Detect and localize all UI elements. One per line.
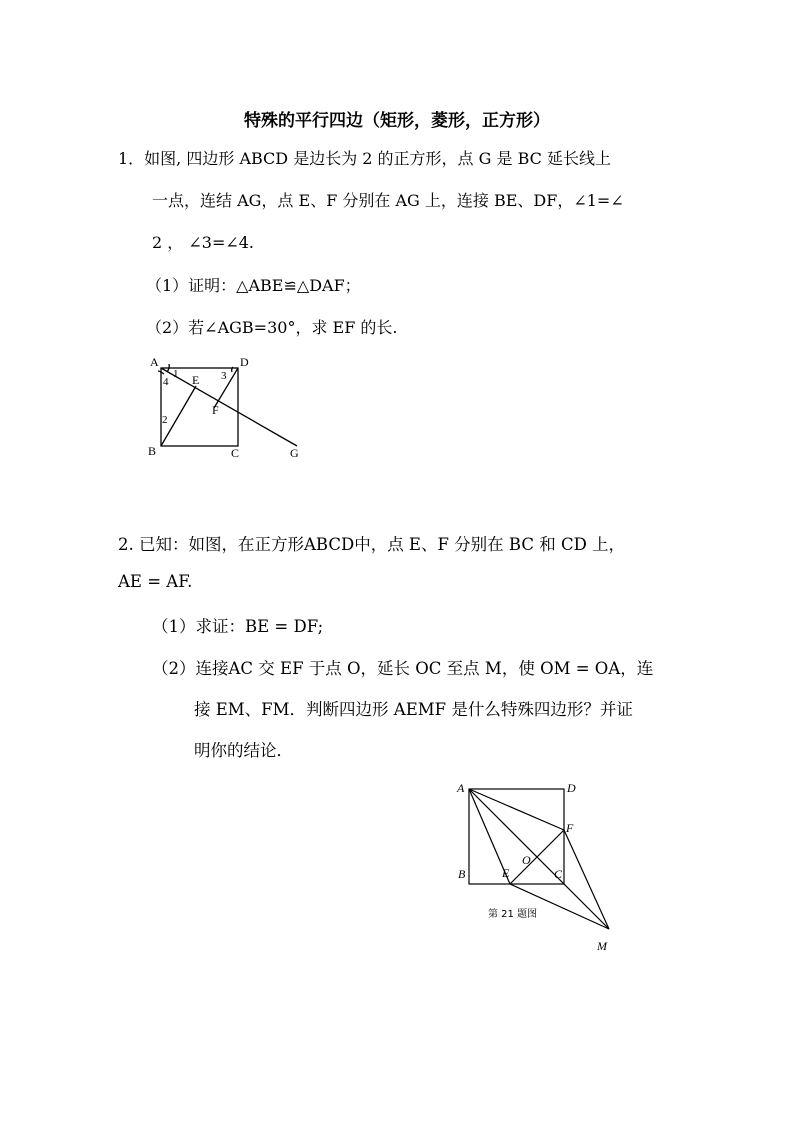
q1-label-f: F <box>212 403 219 417</box>
q1-angle-3: 3 <box>221 370 227 382</box>
q2-line-fm <box>564 830 609 929</box>
q2-line-af <box>469 789 564 830</box>
q2-label-d: D <box>567 781 576 795</box>
q2-part2-line2: 接 EM、FM．判断四边形 AEMF 是什么特殊四边形？并证 <box>194 700 633 719</box>
q1-angle-4: 4 <box>163 376 169 388</box>
q1-line1: 1．如图, 四边形 ABCD 是边长为 2 的正方形，点 G 是 BC 延长线上 <box>118 149 611 168</box>
q1-label-g: G <box>290 446 299 460</box>
q2-label-o: O <box>522 853 531 867</box>
q1-part2: （2）若∠AGB=30°，求 EF 的长. <box>146 318 398 337</box>
q2-part2-line1: （2）连接AC 交 EF 于点 O，延长 OC 至点 M，使 OM = OA，连 <box>152 659 654 678</box>
q1-label-a: A <box>150 355 159 369</box>
q2-line-em <box>510 884 609 929</box>
q2-label-c: C <box>554 867 563 881</box>
q1-line2: 一点，连结 AG，点 E、F 分别在 AG 上，连接 BE、DF，∠1=∠ <box>152 191 624 210</box>
q2-label-f: F <box>566 821 574 835</box>
q2-part2-line3: 明你的结论． <box>194 741 293 760</box>
q2-line1: 2. 已知：如图，在正方形ABCD中，点 E、F 分别在 BC 和 CD 上， <box>118 535 626 554</box>
q2-label-b: B <box>458 867 466 881</box>
q2-part1: （1）求证：BE = DF; <box>152 617 324 636</box>
q1-angle-1: 1 <box>173 368 179 380</box>
q1-label-e: E <box>192 373 200 387</box>
q1-angle-2: 2 <box>162 414 168 426</box>
q2-label-e: E <box>502 866 510 880</box>
q2-label-a: A <box>457 781 465 795</box>
q2-figure-caption: 第 21 题图 <box>488 909 538 920</box>
q1-label-b: B <box>148 444 157 458</box>
q2-line-am <box>469 789 609 929</box>
q2-label-m: M <box>597 939 607 953</box>
q1-label-c: C <box>231 446 240 460</box>
page-title: 特殊的平行四边（矩形，菱形，正方形） <box>244 111 550 131</box>
q1-part1: （1）证明：△ABE≌△DAF； <box>146 276 361 295</box>
q1-line3: 2 ， ∠3=∠4. <box>152 233 255 252</box>
q2-line2: AE = AF. <box>118 572 193 591</box>
q1-label-d: D <box>240 355 249 369</box>
